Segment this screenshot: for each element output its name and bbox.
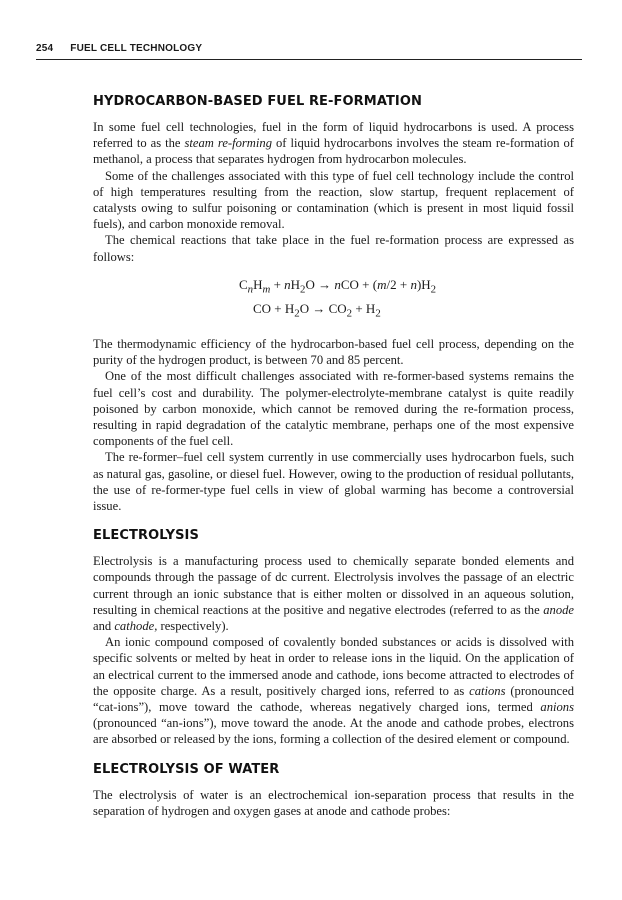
- text-run: (pronounced “an-ions”), move toward the anode. At the anode and cathode probes, electrons are absorbed or released by the ions, forming a collection of the desired element or compound.: [93, 716, 574, 747]
- italic-term: anode: [543, 602, 574, 617]
- paragraph: The chemical reactions that take place in the fuel re-formation process are expressed as follows:: [93, 233, 574, 264]
- equation-reforming: $C_nH_m + nH_2O$ → nCO + $(m/2 + n)H_2$: [239, 276, 437, 296]
- paragraph: [93, 634, 574, 747]
- main-content: [93, 94, 574, 819]
- paragraph: Some of the challenges associated with this type of fuel cell technology include the control of high temperatures resulting from the reaction, slow startup, frequent replacement of catalysts owing to sulfur poisoning or contamination (which is present in most liquid fossil fuels), and carbon monoxide removal.: [93, 168, 574, 232]
- equation-water-gas-shift: CO + $H_2O \to CO_2 + H_2$: [253, 301, 381, 321]
- paragraph: The thermodynamic efficiency of the hydrocarbon-based fuel cell process, depending on the purity of the hydrogen product, is between 70 and 85 percent.: [93, 337, 574, 368]
- section-heading-electrolysis-of-water: ELECTROLYSIS OF WATER: [93, 761, 280, 777]
- italic-term: anions: [540, 700, 574, 715]
- page-number: 254: [36, 43, 54, 54]
- italic-term: cathode,: [114, 619, 158, 634]
- paragraph: The re-former–fuel cell system currently in use commercially uses hydrocarbon fuels, such as natural gas, gasoline, or diesel fuel. However, owing to the production of residual pollutants, the use of re-former-type fuel cells in view of global warming has become a controversial issue.: [93, 450, 574, 514]
- running-title: FUEL CELL TECHNOLOGY: [70, 43, 203, 54]
- paragraph: The electrolysis of water is an electrochemical ion-separation process that results in the separation of hydrogen and oxygen gases at anode and cathode probes:: [93, 787, 574, 818]
- text-run: An ionic compound composed of covalently bonded substances or acids is dissolved with specific solvents or melted by heat in order to release ions in the liquid. On the application of an electrical current to the immersed anode and cathode, ions become attracted to electrodes of the opposite charge. As a result, positively charged ions, referred to as: [93, 635, 574, 698]
- section-heading-electrolysis: ELECTROLYSIS: [93, 528, 199, 544]
- text-run: (pronounced “cat-ions”), move toward the cathode, whereas negatively charged ions, termed: [93, 683, 574, 715]
- running-header: [36, 43, 582, 60]
- paragraph: One of the most difficult challenges associated with re-former-based systems remains the fuel cell’s cost and durability. The polymer-electrolyte-membrane catalyst is quite readily poisoned by carbon monoxide, which cannot be removed during the re-formation process, resulting in rapid degradation of the catalytic membrane, perhaps one of the most expensive components of the fuel cell.: [93, 369, 574, 449]
- text-run: respectively).: [157, 619, 229, 634]
- paragraph: [93, 553, 574, 634]
- italic-term: steam re-forming: [184, 136, 272, 151]
- text-run: Electrolysis is a manufacturing process used to chemically separate bonded elements and compounds through the passage of dc current. Electrolysis involves the passage of an electric current through an ionic substance that is either molten or dissolved in an aqueous solution, resulting in chemical reactions at the positive and negative electrodes (referred to as the: [93, 554, 574, 617]
- paragraph: [93, 119, 574, 168]
- text-run: and: [93, 619, 115, 634]
- section-heading-hydrocarbon: HYDROCARBON-BASED FUEL RE-FORMATION: [93, 94, 423, 109]
- equation-block: [93, 275, 574, 324]
- italic-term: cations: [469, 683, 506, 698]
- text-run: In some fuel cell technologies, fuel in the form of liquid hydrocarbons is used. A process referred to as the: [93, 120, 574, 151]
- text-run: of liquid hydrocarbons involves the steam re-formation of methanol, a process that separates hydrogen from hydrocarbon molecules.: [93, 136, 574, 167]
